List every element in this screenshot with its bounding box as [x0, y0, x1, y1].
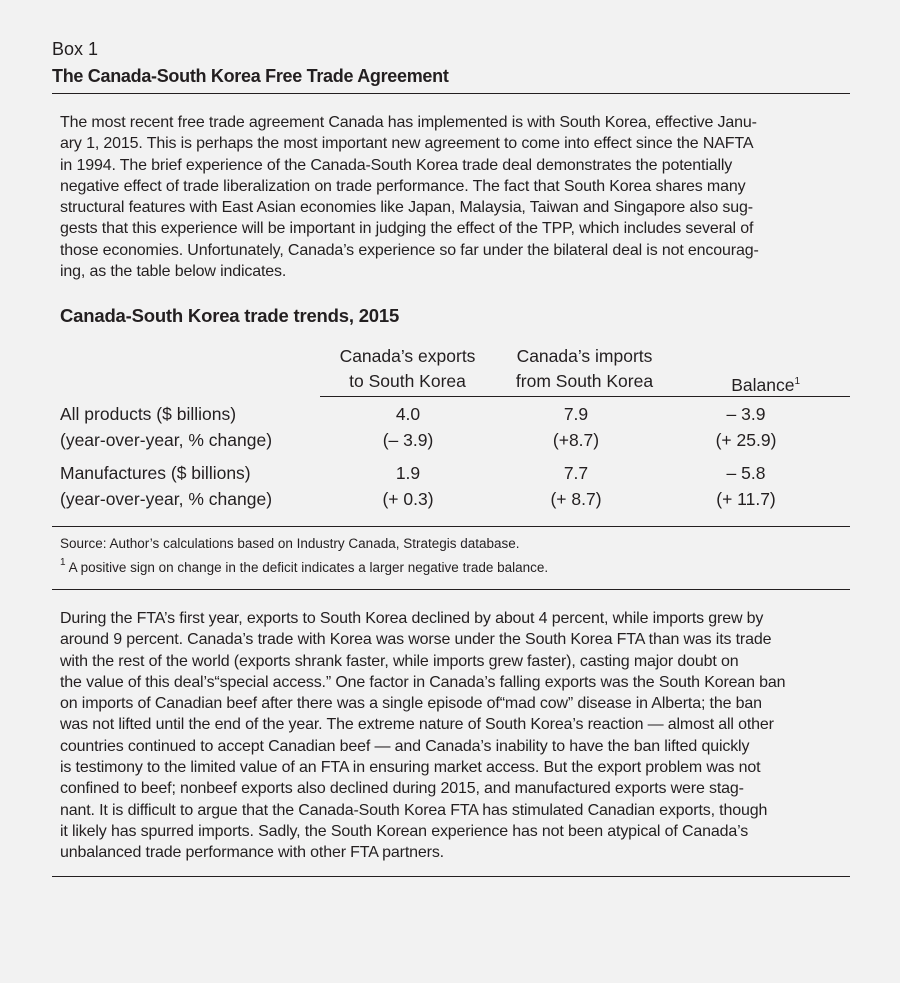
cell-balance: (+ 11.7): [716, 489, 776, 509]
intro-line: in 1994. The brief experience of the Canada-South Korea trade deal demonstrates the potentially: [60, 156, 733, 174]
intro-line: ary 1, 2015. This is perhaps the most important new agreement to come into effect since the NAFTA: [60, 135, 754, 153]
header-rule: [320, 396, 850, 397]
body-line: is testimony to the limited value of an FTA in ensuring market access. But the export problem was not: [60, 759, 761, 777]
row-label: (year-over-year, % change): [60, 489, 273, 509]
col-head-imports-line1: Canada’s imports: [516, 346, 653, 366]
row-label: All products ($ billions): [60, 404, 237, 424]
title-rule: [52, 93, 850, 94]
col-head-exports-line1: Canada’s exports: [339, 346, 476, 366]
body-line: it likely has spurred imports. Sadly, the South Korean experience has not been atypical of Canada’s: [60, 822, 749, 840]
section-rule: [52, 589, 850, 590]
body-line: countries continued to accept Canadian beef — and Canada’s inability to have the ban lifted quickly: [60, 737, 750, 755]
col-head-exports-line2: to South Korea: [349, 371, 466, 391]
intro-line: gests that this experience will be important in judging the effect of the TPP, which includes several of: [60, 220, 754, 238]
box-label: Box 1: [52, 39, 99, 59]
table-title: Canada-South Korea trade trends, 2015: [60, 305, 400, 326]
table-bottom-rule: [52, 526, 850, 527]
cell-balance: (+ 25.9): [715, 430, 777, 450]
body-line: During the FTA’s first year, exports to South Korea declined by about 4 percent, while imports grew by: [60, 610, 764, 627]
row-label: (year-over-year, % change): [60, 430, 273, 450]
col-head-balance: [700, 369, 800, 398]
body-paragraph: [60, 608, 850, 864]
intro-line: structural features with East Asian economies like Japan, Malaysia, Taiwan and Singapore also sug-: [60, 199, 753, 217]
body-line: the value of this deal’s“special access.” One factor in Canada’s falling exports was the South Korean ban: [60, 673, 786, 691]
col-head-imports-line2: from South Korea: [515, 371, 654, 391]
bottom-rule: [52, 876, 850, 877]
intro-paragraph: [60, 112, 850, 282]
col-head-imports: [497, 344, 672, 394]
intro-line: negative effect of trade liberalization on trade performance. The fact that South Korea shares many: [60, 177, 746, 195]
cell-balance: – 5.8: [726, 463, 766, 483]
box-title: The Canada-South Korea Free Trade Agreement: [52, 66, 449, 86]
intro-line: ing, as the table below indicates.: [60, 263, 287, 281]
balance-footnote-mark: 1: [794, 376, 800, 387]
col-head-exports: [325, 344, 490, 394]
intro-line: those economies. Unfortunately, Canada’s experience so far under the bilateral deal is not encourag-: [60, 241, 759, 259]
cell-exports: 1.9: [395, 463, 421, 483]
body-line: unbalanced trade performance with other FTA partners.: [60, 844, 444, 862]
body-line: confined to beef; nonbeef exports also declined during 2015, and manufactured exports were stag-: [60, 780, 744, 798]
table-source: Source: Author’s calculations based on Industry Canada, Strategis database.: [60, 536, 520, 551]
cell-balance: – 3.9: [726, 404, 766, 424]
table-footnote: [60, 553, 548, 577]
body-line: with the rest of the world (exports shrank faster, while imports grew faster), casting major doubt on: [60, 652, 739, 670]
body-line: around 9 percent. Canada’s trade with Korea was worse under the South Korea FTA than was its trade: [60, 631, 772, 649]
col-head-balance-label: Balance: [731, 375, 795, 395]
body-line: nant. It is difficult to argue that the Canada-South Korea FTA has stimulated Canadian exports, though: [60, 801, 768, 819]
cell-exports: (+ 0.3): [382, 489, 434, 509]
body-line: on imports of Canadian beef after there was a single episode of“mad cow” disease in Alberta; the ban: [60, 695, 762, 713]
row-label: Manufactures ($ billions): [60, 463, 251, 483]
footnote-text: A positive sign on change in the deficit indicates a larger negative trade balance.: [65, 560, 549, 575]
cell-imports: (+ 8.7): [550, 489, 602, 509]
cell-imports: 7.9: [563, 404, 589, 424]
cell-imports: 7.7: [563, 463, 589, 483]
cell-imports: (+8.7): [552, 430, 600, 450]
footnote-mark: 1: [60, 557, 66, 568]
intro-line: The most recent free trade agreement Canada has implemented is with South Korea, effective Janu-: [60, 114, 757, 131]
cell-exports: 4.0: [395, 404, 421, 424]
body-line: was not lifted until the end of the year. The extreme nature of South Korea’s reaction — almost all other: [60, 716, 774, 734]
cell-exports: (– 3.9): [382, 430, 434, 450]
